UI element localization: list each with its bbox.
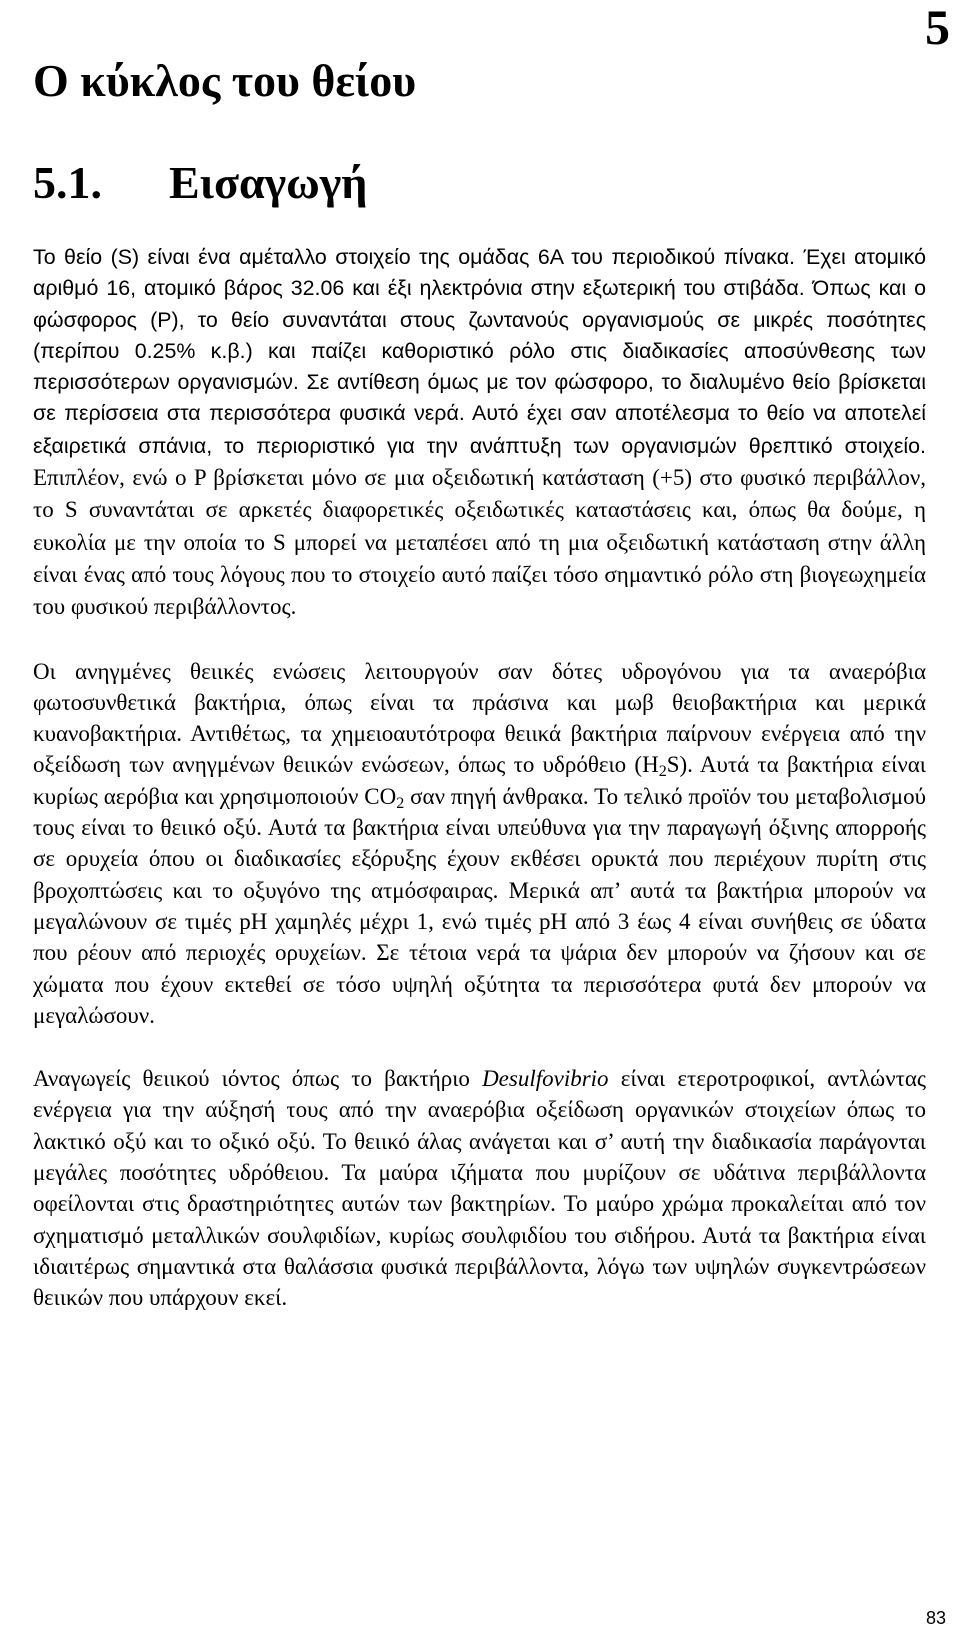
page-number: 83 bbox=[925, 1608, 946, 1628]
paragraph-2-part-c: σαν πηγή άνθρακα. Το τελικό προϊόν του μεταβολισμού τους είναι το θειικό οξύ. Αυτά τα βακτήρια είναι υπεύθυνα για την παραγωγή όξινης απορροής σε ορυχεία όπου οι διαδικασίες εξόρυξης έχουν εκθέσει ορυκτά που περιέχουν πυρίτη στις βροχοπτώσεις και το οξυγόνο της ατμόσφαιρας. Μερικά απ’ αυτά τα βακτήρια μπορούν να μεγαλώνουν σε τιμές pH χαμηλές μέχρι 1, ενώ τιμές pH από 3 έως 4 είναι συνήθεις σε ύδατα που ρέουν από περιοχές ορυχείων. Σε τέτοια νερά τα ψάρια δεν μπορούν να ζήσουν και σε χώματα που έχουν εκτεθεί σε τόσο υψηλή οξύτητα τα περισσότερα φυτά δεν μπορούν να μεγαλώσουν. bbox=[33, 783, 926, 1028]
paragraph-2-part-b: S). Αυτά τα βακτήρια είναι κυρίως αερόβια και χρησιμοποιούν CO bbox=[33, 752, 926, 809]
paragraph-3-part-b: είναι ετεροτροφικοί, αντλώντας ενέργεια για την αύξησή τους από την αναερόβια οξείδωση οργανικών στοιχείων όπως το λακτικό οξύ και το οξικό οξύ. Το θειικό άλας ανάγεται και σ’ αυτή την διαδικασία παράγονται μεγάλες ποσότητες υδρόθειου. Τα μαύρα ιζήματα που μυρίζουν σε υδάτινα περιβάλλοντα οφείλονται στις δραστηριότητες αυτών των βακτηρίων. Το μαύρο χρώμα προκαλείται από τον σχηματισμό μεταλλικών σουλφιδίων, κυρίως σουλφιδίου του σιδήρου. Αυτά τα βακτήρια είναι ιδιαιτέρως σημαντικά στα θαλάσσια φυσικά περιβάλλοντα, λόγω των υψηλών συγκεντρώσεων θειικών που υπάρχουν εκεί. bbox=[33, 1066, 926, 1311]
chapter-number: 5 bbox=[925, 0, 950, 55]
paragraph-1-text: Το θείο (S) είναι ένα αμέταλλο στοιχείο της ομάδας 6Α του περιοδικού πίνακα. Έχει ατομικό αριθμό 16, ατομικό βάρος 32.06 και έξι ηλεκτρόνια στην εξωτερική του στιβάδα. Όπως και ο φώσφορος (P), το θείο συναντάται στους ζωντανούς οργανισμούς σε μικρές ποσότητες (περίπου 0.25% κ.β.) και παίζει καθοριστικό ρόλο στις διαδικασίες αποσύνθεσης των περισσότερων οργανισμών. Σε αντίθεση όμως με τον φώσφορο, το διαλυμένο θείο βρίσκεται σε περίσσεια στα περισσότερα φυσικά νερά. Αυτό έχει σαν αποτέλεσμα το θείο να αποτελεί εξαιρετικά σπάνια, το περιοριστικό για την ανάπτυξη των οργανισμών θρεπτικό στοιχείο. bbox=[33, 245, 926, 458]
paragraph-3-part-a: Αναγωγείς θειικού ιόντος όπως το βακτήριο bbox=[33, 1066, 483, 1092]
section-heading bbox=[33, 158, 367, 209]
body-text bbox=[33, 242, 926, 1346]
paragraph-2 bbox=[33, 656, 926, 1032]
chapter-title: Ο κύκλος του θείου bbox=[33, 55, 417, 106]
paragraph-3 bbox=[33, 1063, 926, 1313]
paragraph-1 bbox=[33, 242, 926, 624]
subscript-2: 2 bbox=[396, 794, 405, 812]
genus-name: Desulfovibrio bbox=[482, 1066, 609, 1092]
section-number: 5.1. bbox=[33, 157, 102, 208]
paragraph-1-tail: Επιπλέον, ενώ ο P βρίσκεται μόνο σε μια οξειδωτική κατάσταση (+5) στο φυσικό περιβάλλον, το S συναντάται σε αρκετές διαφορετικές οξειδωτικές καταστάσεις και, όπως θα δούμε, η ευκολία με την οποία το S μπορεί να μεταπέσει από τη μια οξειδωτική κατάσταση στην άλλη είναι ένας από τους λόγους που το στοιχείο αυτό παίζει τόσο σημαντικό ρόλο στη βιογεωχημεία του φυσικού περιβάλλοντος. bbox=[33, 465, 926, 620]
section-title: Εισαγωγή bbox=[169, 157, 368, 208]
subscript-2: 2 bbox=[658, 763, 667, 781]
paragraph-2-part-a: Οι ανηγμένες θειικές ενώσεις λειτουργούν σαν δότες υδρογόνου για τα αναερόβια φωτοσυνθετικά βακτήρια, όπως είναι τα πράσινα και μωβ θειοβακτήρια και μερικά κυανοβακτήρια. Αντιθέτως, τα χημειοαυτότροφα θειικά βακτήρια παίρνουν ενέργεια από την οξείδωση των ανηγμένων θειικών ενώσεων, όπως το υδρόθειο (H bbox=[33, 658, 926, 778]
